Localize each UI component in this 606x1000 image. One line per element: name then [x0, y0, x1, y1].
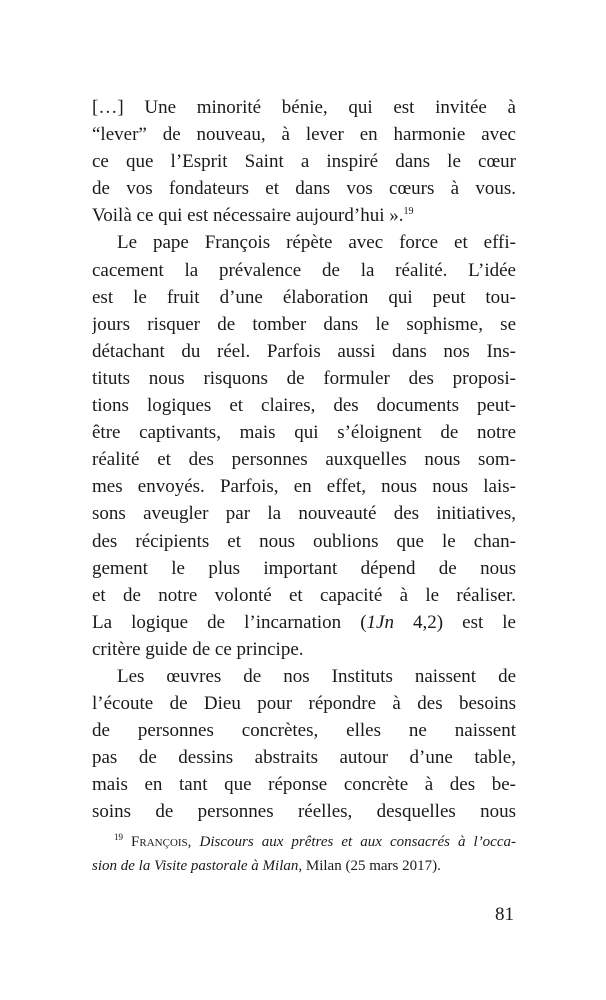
text-line: détachant du réel. Parfois aussi dans nos Ins-: [92, 340, 516, 362]
footnote-author: François,: [131, 834, 192, 850]
text-line: mais en tant que réponse concrète à des be-: [92, 774, 516, 796]
text-line: “lever” de nouveau, à lever en harmonie avec: [92, 124, 516, 146]
text-line: gement le plus important dépend de nous: [92, 557, 516, 579]
text-line: réalité et des personnes auxquelles nous som-: [92, 449, 516, 471]
footnote: [92, 830, 516, 878]
text-line: tituts nous risquons de formuler des proposi-: [92, 367, 516, 389]
text-line: [92, 202, 516, 229]
page-number: 81: [495, 904, 514, 925]
text-span: Voilà ce qui est nécessaire aujourd’hui ».: [92, 205, 404, 227]
text-line: ce que l’Esprit Saint a inspiré dans le cœur: [92, 151, 516, 173]
text-line: jours risquer de tomber dans le sophisme, se: [92, 313, 516, 335]
text-line: est le fruit d’une élaboration qui peut tou-: [92, 286, 516, 308]
text-line: sons aveugler par la nouveauté des initiatives,: [92, 503, 516, 525]
text-line: tions logiques et claires, des documents peut-: [92, 395, 516, 417]
text-line: être captivants, mais qui s’éloignent de notre: [92, 422, 516, 444]
footnote-title: Discours aux prêtres et aux consacrés à l’occa-: [199, 834, 516, 850]
text-line: l’écoute de Dieu pour répondre à des besoins: [92, 693, 516, 715]
text-line: mes envoyés. Parfois, en effet, nous nous lais-: [92, 476, 516, 498]
footnote-line: [92, 854, 516, 878]
footnote-reference: 19: [403, 206, 414, 218]
body-text: [92, 94, 516, 826]
text-line: Les œuvres de nos Instituts naissent de: [117, 665, 516, 687]
footnote-title: sion de la Visite pastorale à Milan,: [92, 858, 303, 874]
text-line: et de notre volonté et capacité à le réaliser.: [92, 584, 516, 606]
text-line: de vos fondateurs et dans vos cœurs à vous.: [92, 178, 516, 200]
footnote-line: [92, 830, 516, 854]
text-line: [92, 609, 516, 636]
text-line: pas de dessins abstraits autour d’une table,: [92, 747, 516, 769]
text-span: 4,2) est le: [393, 611, 516, 633]
text-line: critère guide de ce principe.: [92, 638, 304, 660]
bible-reference: 1Jn: [366, 611, 394, 633]
text-line: soins de personnes réelles, desquelles nous: [92, 801, 516, 823]
text-line: cacement la prévalence de la réalité. L’idée: [92, 259, 516, 281]
text-line: […] Une minorité bénie, qui est invitée à: [92, 97, 516, 118]
text-line: de personnes concrètes, elles ne naissent: [92, 720, 516, 742]
footnote-number: 19: [114, 832, 123, 842]
footnote-source: Milan (25 mars 2017).: [302, 858, 441, 874]
text-line: des récipients et nous oublions que le chan-: [92, 530, 516, 552]
text-span: La logique de l’incarnation (: [92, 611, 367, 633]
text-line: Le pape François répète avec force et effi-: [117, 232, 516, 254]
